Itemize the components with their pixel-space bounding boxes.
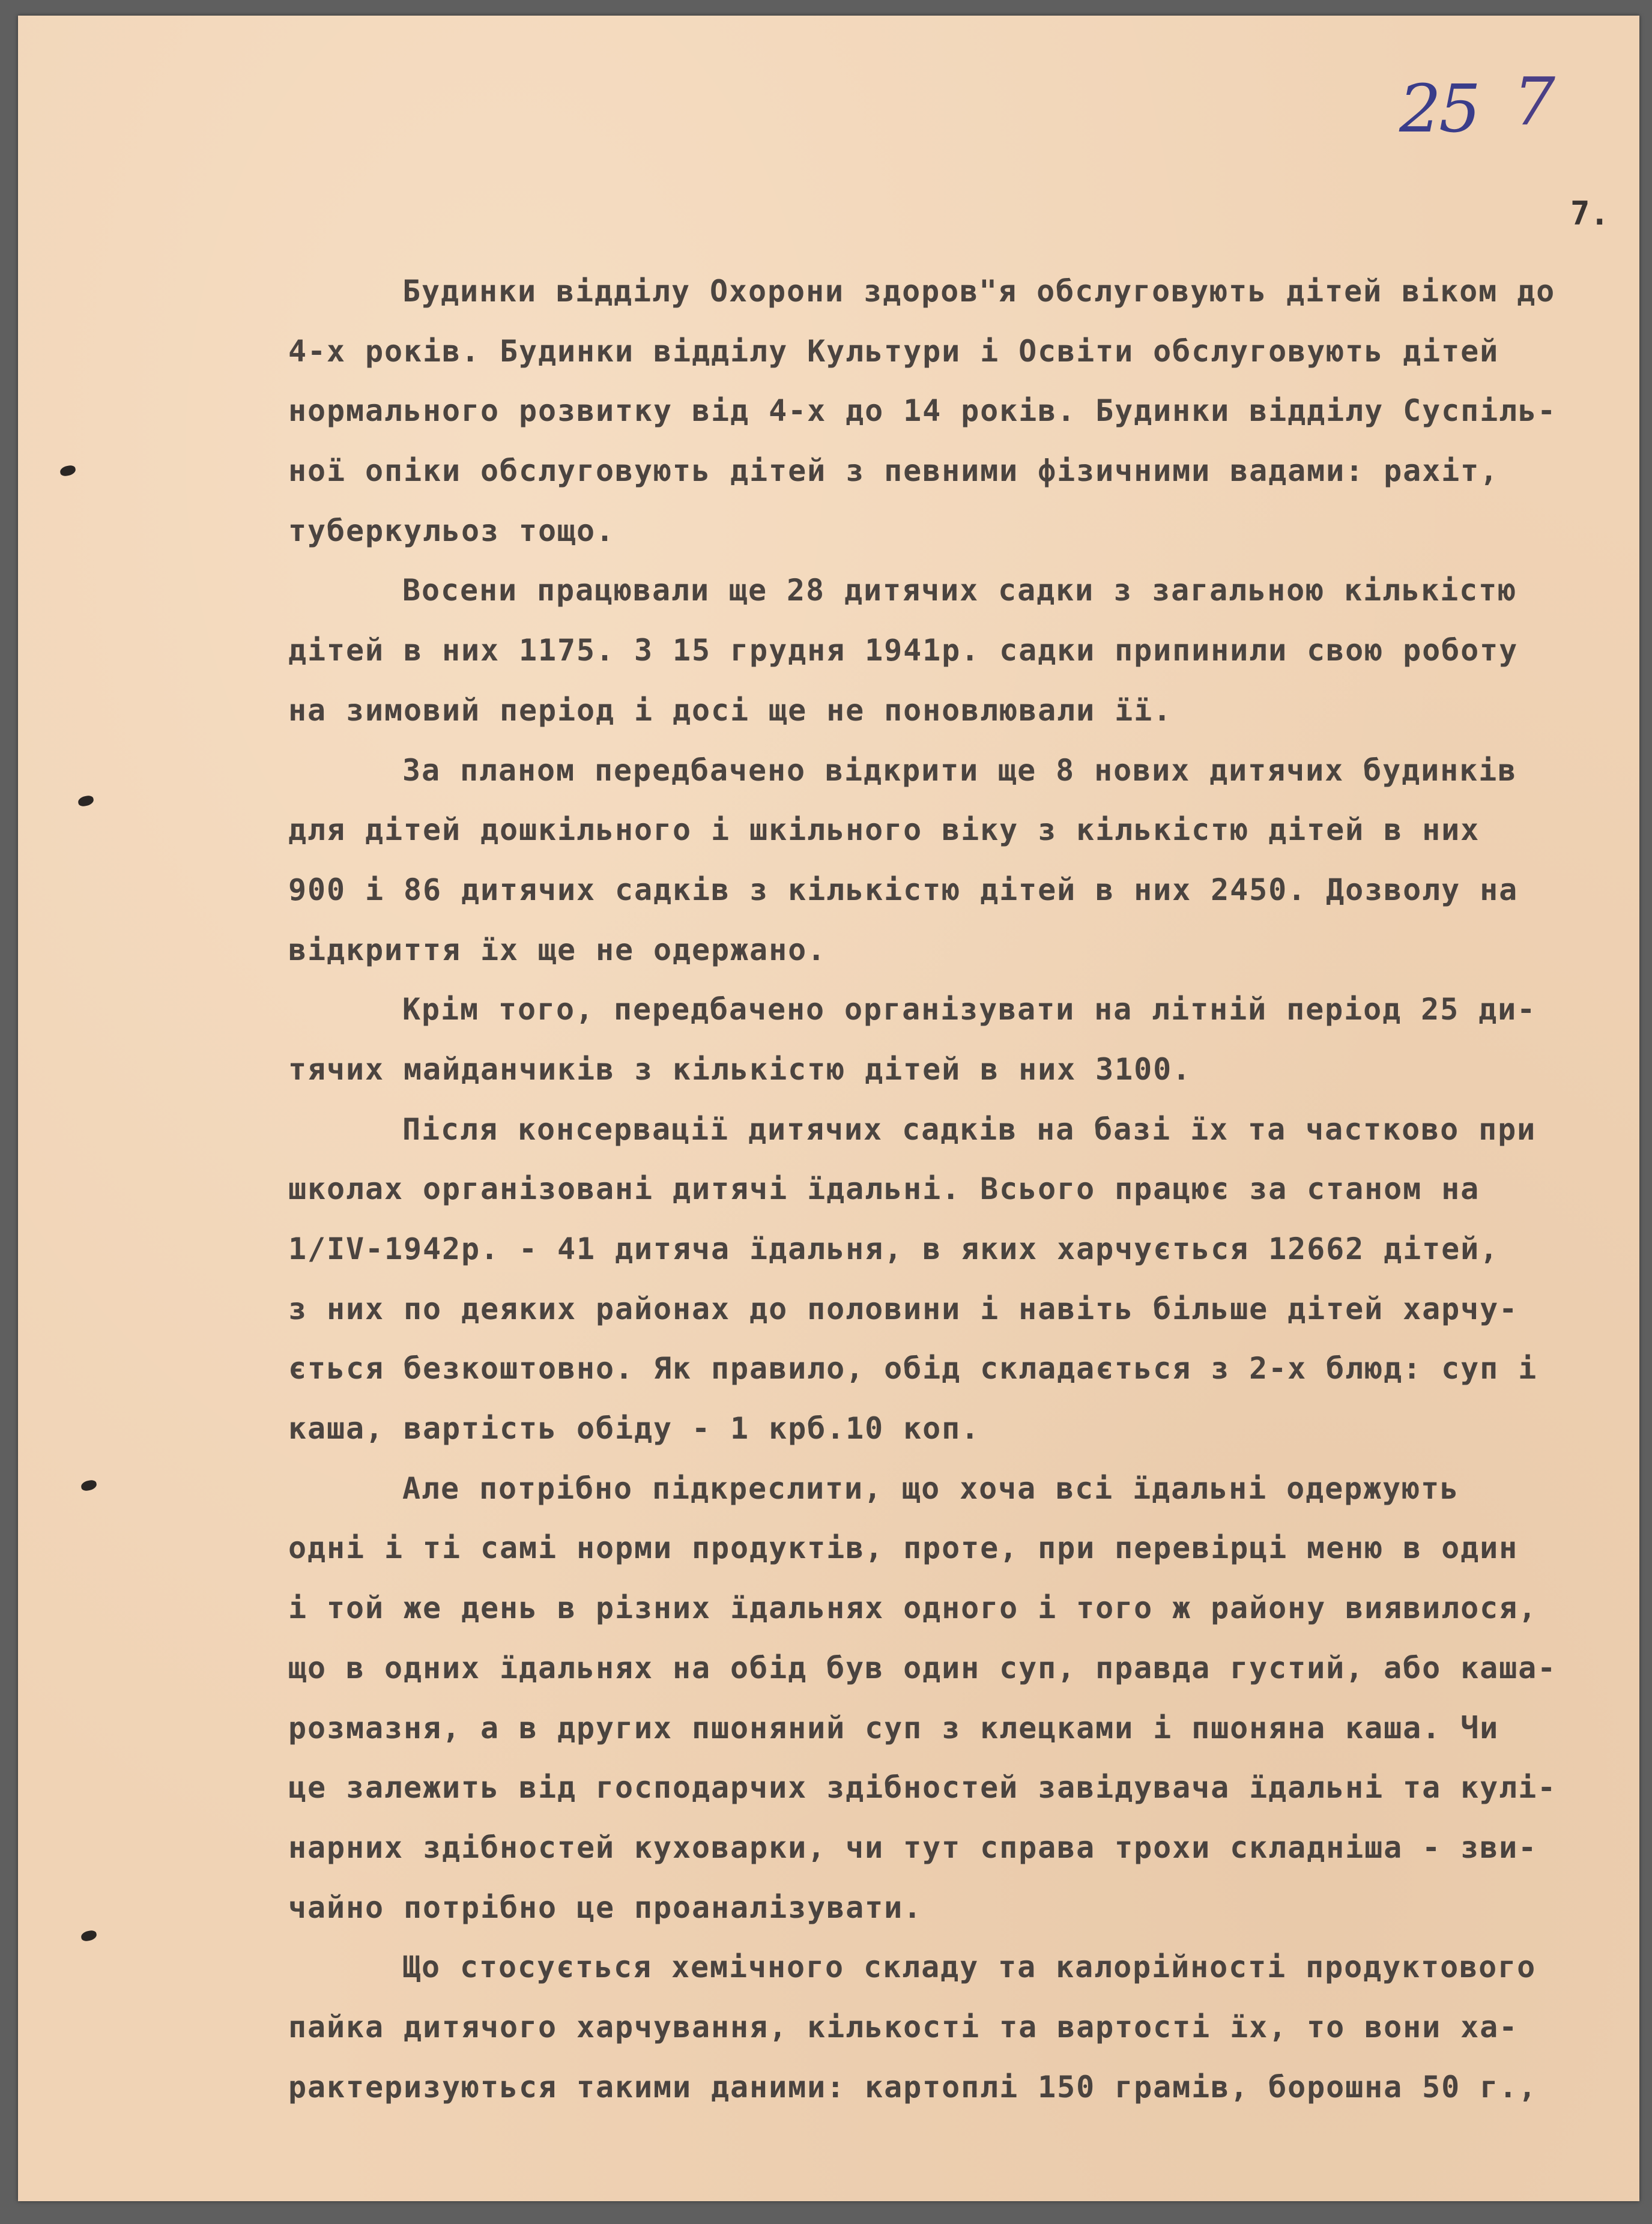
text-line: ється безкоштовно. Як правило, обід складається з 2-х блюд: суп і bbox=[288, 1351, 1538, 1386]
text-line: для дітей дошкільного і шкільного віку з кількістю дітей в них bbox=[288, 812, 1480, 848]
text-line: 1/IV-1942р. - 41 дитяча їдальня, в яких харчується 12662 дітей, bbox=[288, 1231, 1499, 1266]
punch-hole-mark bbox=[80, 1929, 98, 1942]
text-line: чайно потрібно це проаналізувати. bbox=[288, 1890, 923, 1925]
text-line: 4-х років. Будинки відділу Культури і Освіти обслуговують дітей bbox=[288, 333, 1499, 369]
document-page bbox=[18, 16, 1639, 2201]
text-line: 900 і 86 дитячих садків з кількістю дітей в них 2450. Дозволу на bbox=[288, 872, 1519, 907]
text-line: Після консервації дитячих садків на базі їх та частково при bbox=[402, 1111, 1537, 1147]
text-line: пайка дитячого харчування, кількості та вартості їх, то вони ха- bbox=[288, 2009, 1519, 2044]
text-line: і той же день в різних їдальнях одного і того ж району виявилося, bbox=[288, 1591, 1538, 1626]
text-line: Крім того, передбачено організувати на літній період 25 ди- bbox=[402, 992, 1537, 1027]
typed-text-body bbox=[288, 262, 1633, 2117]
text-line: з них по деяких районах до половини і навіть більше дітей харчу- bbox=[288, 1291, 1519, 1326]
text-line: дітей в них 1175. З 15 грудня 1941р. садки припинили свою роботу bbox=[288, 633, 1519, 668]
text-line: це залежить від господарчих здібностей завідувача їдальні та кулі- bbox=[288, 1770, 1557, 1805]
text-line: Будинки відділу Охорони здоров"я обслуговують дітей віком до bbox=[402, 274, 1556, 309]
text-line: нормального розвитку від 4-х до 14 років. Будинки відділу Суспіль- bbox=[288, 393, 1557, 429]
text-line: одні і ті самі норми продуктів, проте, при перевірці меню в один bbox=[288, 1531, 1519, 1566]
text-line: на зимовий період і досі ще не поновлювали її. bbox=[288, 692, 1173, 728]
text-line: відкриття їх ще не одержано. bbox=[288, 932, 827, 967]
text-line: Але потрібно підкреслити, що хоча всі їдальні одержують bbox=[402, 1470, 1460, 1506]
text-line: тячих майданчиків з кількістю дітей в них 3100. bbox=[288, 1051, 1192, 1087]
text-line: Восени працювали ще 28 дитячих садки з загальною кількістю bbox=[402, 573, 1517, 608]
text-line: нарних здібностей куховарки, чи тут справа трохи складніша - зви- bbox=[288, 1830, 1538, 1865]
text-line: розмазня, а в других пшоняний суп з клецками і пшоняна каша. Чи bbox=[288, 1710, 1499, 1745]
typed-page-number: 7. bbox=[1570, 195, 1610, 232]
text-line: каша, вартість обіду - 1 крб.10 коп. bbox=[288, 1411, 981, 1446]
text-line: ної опіки обслуговують дітей з певними фізичними вадами: рахіт, bbox=[288, 453, 1499, 489]
text-line: рактеризуються такими даними: картоплі 150 грамів, борошна 50 г., bbox=[288, 2069, 1538, 2105]
punch-hole-mark bbox=[77, 794, 95, 807]
text-line: що в одних їдальнях на обід був один суп, правда густий, або каша- bbox=[288, 1650, 1557, 1685]
text-line: туберкульоз тощо. bbox=[288, 513, 616, 548]
handwritten-folio-number-2: 7 bbox=[1513, 63, 1555, 140]
punch-hole-mark bbox=[80, 1479, 98, 1491]
text-line: Що стосується хемічного складу та калорійності продуктового bbox=[402, 1950, 1537, 1985]
text-line: школах організовані дитячі їдальні. Всього працює за станом на bbox=[288, 1171, 1480, 1207]
punch-hole-mark bbox=[59, 464, 77, 477]
text-line: За планом передбачено відкрити ще 8 нових дитячих будинків bbox=[402, 752, 1517, 788]
handwritten-folio-number: 25 bbox=[1399, 70, 1478, 147]
